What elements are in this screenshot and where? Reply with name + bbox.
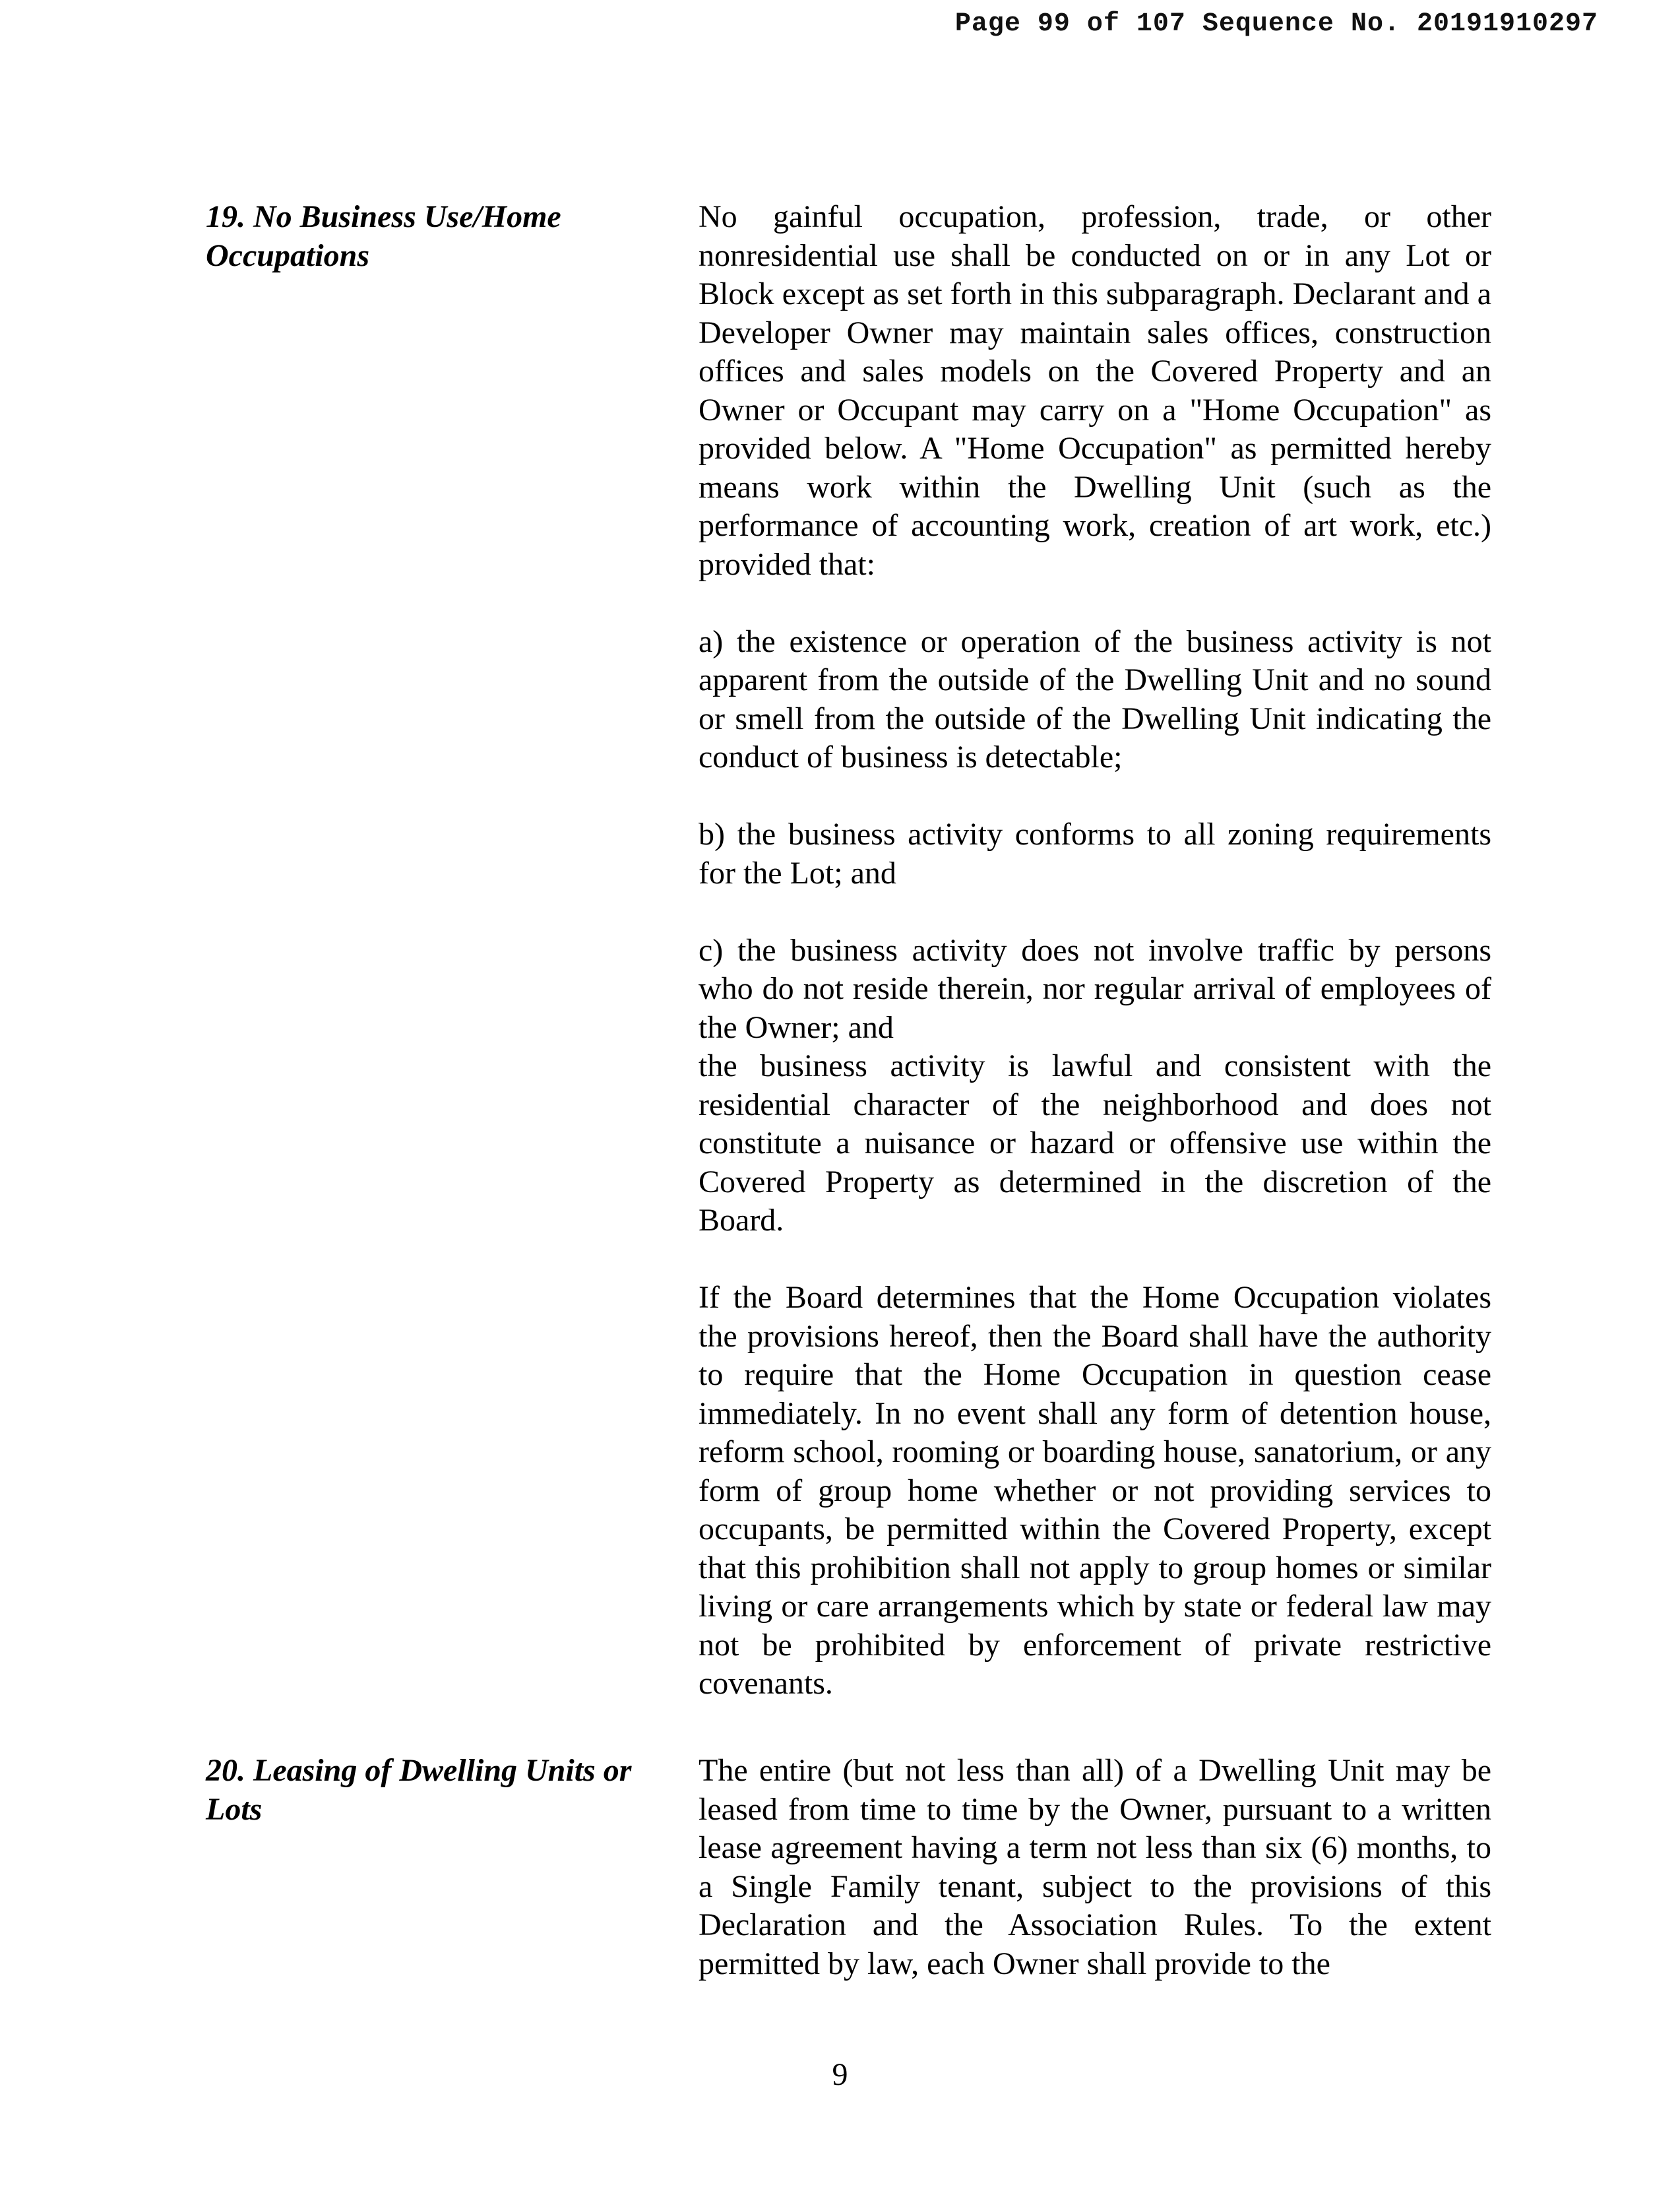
section-heading: 20. Leasing of Dwelling Units or Lots (206, 1753, 632, 1827)
page-number: 9 (832, 2057, 848, 2092)
paragraph-item-c: c) the business activity does not involve traffic by persons who do not reside therein, nor regular arrival of employees of the Owner; and (699, 932, 1491, 1045)
section-body (699, 198, 1491, 1703)
section-heading: 19. No Business Use/Home Occupations (206, 199, 561, 273)
paragraph: The entire (but not less than all) of a Dwelling Unit may be leased from time to time by the Owner, pursuant to a written lease agreement having a term not less than six (6) months, to a Single Family tenant, subject to the provisions of this Declaration and the Association Rules. To the extent permitted by law, each Owner shall provide to the (699, 1753, 1491, 1981)
paragraph: If the Board determines that the Home Occupation violates the provisions hereof, then the Board shall have the authority to require that the Home Occupation in question cease immediately. In no event shall any form of detention house, reform school, rooming or boarding house, sanatorium, or any form of group home whether or not providing services to occupants, be permitted within the Covered Property, except that this prohibition shall not apply to group homes or similar living or care arrangements which by state or federal law may not be prohibited by enforcement of private restrictive covenants. (699, 1280, 1491, 1701)
paragraph-item-a: a) the existence or operation of the business activity is not apparent from the outside of the Dwelling Unit and no sound or smell from the outside of the Dwelling Unit indicating the conduct of business is detectable; (699, 623, 1491, 775)
section-body (699, 1752, 1491, 1983)
paragraph: No gainful occupation, profession, trade, or other nonresidential use shall be conducted on or in any Lot or Block except as set forth in this subparagraph. Declarant and a Developer Owner may maintain sales offices, construction offices and sales models on the Covered Property and an Owner or Occupant may carry on a "Home Occupation" as provided below. A "Home Occupation" as permitted hereby means work within the Dwelling Unit (such as the performance of accounting work, creation of art work, etc.) provided that: (699, 199, 1491, 582)
paragraph-item-d: the business activity is lawful and consistent with the residential character of the neighborhood and does not constitute a nuisance or hazard or offensive use within the Covered Property as determined in the discretion of the Board. (699, 1048, 1491, 1238)
paragraph-item-b: b) the business activity conforms to all zoning requirements for the Lot; and (699, 817, 1491, 891)
page-sequence-stamp: Page 99 of 107 Sequence No. 20191910297 (954, 9, 1598, 39)
